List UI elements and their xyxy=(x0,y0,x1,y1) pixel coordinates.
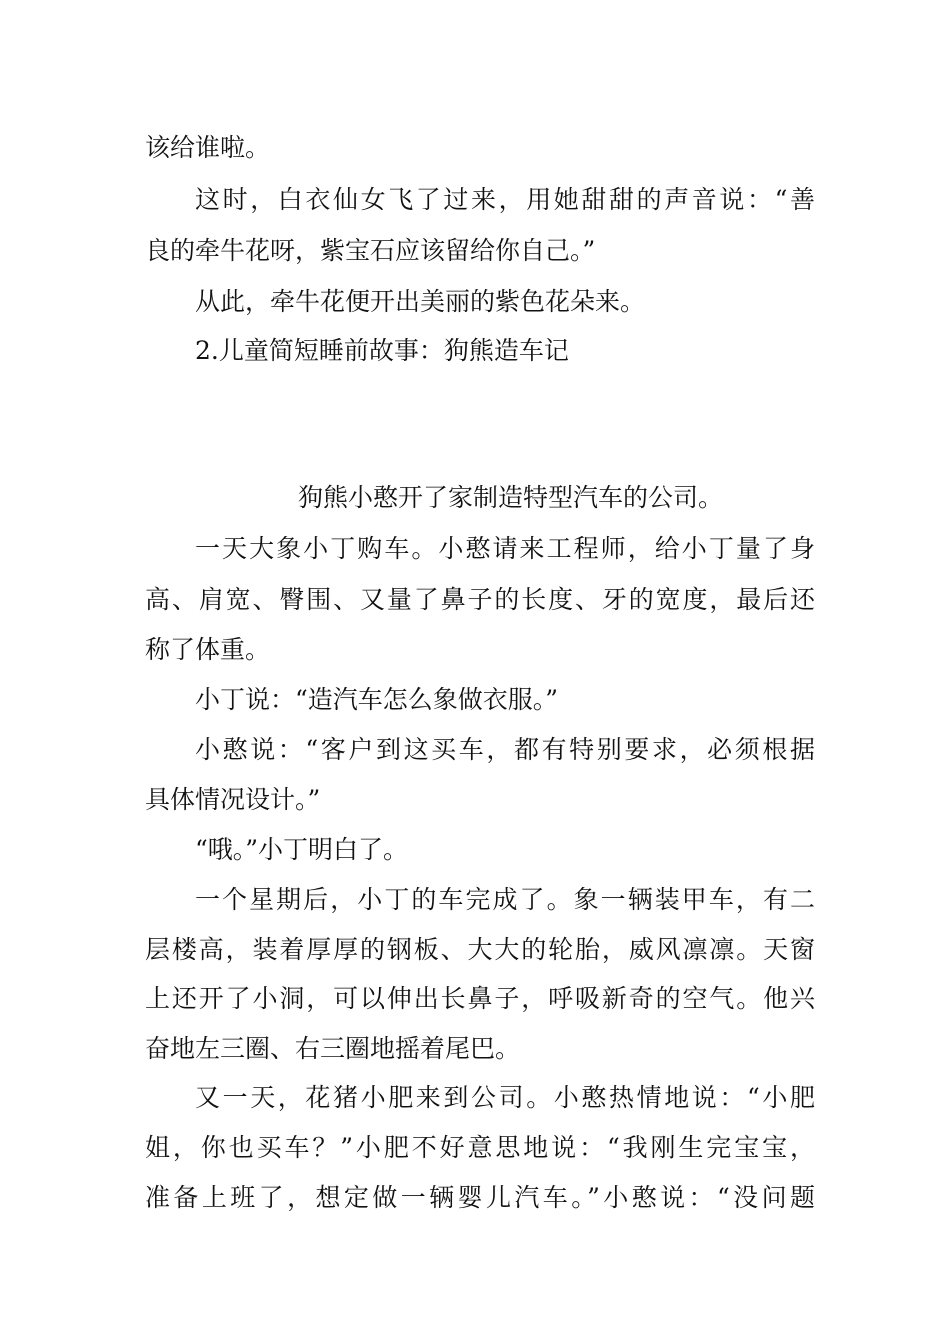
text-line: 高、肩宽、臀围、又量了鼻子的长度、牙的宽度，最后还 xyxy=(145,585,815,614)
text-line: 良的牵牛花呀，紫宝石应该留给你自己。” xyxy=(145,236,596,265)
text-line: 称了体重。 xyxy=(145,635,271,664)
text-line: “哦。”小丁明白了。 xyxy=(195,835,409,864)
text-line: 这时，白衣仙女飞了过来，用她甜甜的声音说：“善 xyxy=(195,185,815,214)
text-line: 上还开了小洞，可以伸出长鼻子，呼吸新奇的空气。他兴 xyxy=(145,984,815,1013)
text-line: 具体情况设计。” xyxy=(145,785,321,814)
text-line: 一个星期后，小丁的车完成了。象一辆装甲车，有二 xyxy=(195,885,815,914)
text-line: 小丁说：“造汽车怎么象做衣服。” xyxy=(195,685,559,714)
text-line: 奋地左三圈、右三圈地摇着尾巴。 xyxy=(145,1034,521,1063)
text-line: 从此，牵牛花便开出美丽的紫色花朵来。 xyxy=(195,287,646,316)
text-line: 姐，你也买车？”小肥不好意思地说：“我刚生完宝宝， xyxy=(145,1133,815,1162)
text-line: 一天大象小丁购车。小憨请来工程师，给小丁量了身 xyxy=(195,534,815,563)
text-line: 狗熊小憨开了家制造特型汽车的公司。 xyxy=(298,483,724,512)
section-heading: 2.儿童简短睡前故事：狗熊造车记 xyxy=(195,336,569,365)
text-line: 小憨说：“客户到这买车，都有特别要求，必须根据 xyxy=(195,735,815,764)
text-line: 准备上班了，想定做一辆婴儿汽车。”小憨说：“没问题 xyxy=(145,1183,815,1212)
text-line: 该给谁啦。 xyxy=(145,133,271,162)
text-line: 又一天，花猪小肥来到公司。小憨热情地说：“小肥 xyxy=(195,1083,815,1112)
text-line: 层楼高，装着厚厚的钢板、大大的轮胎，威风凛凛。天窗 xyxy=(145,935,815,964)
